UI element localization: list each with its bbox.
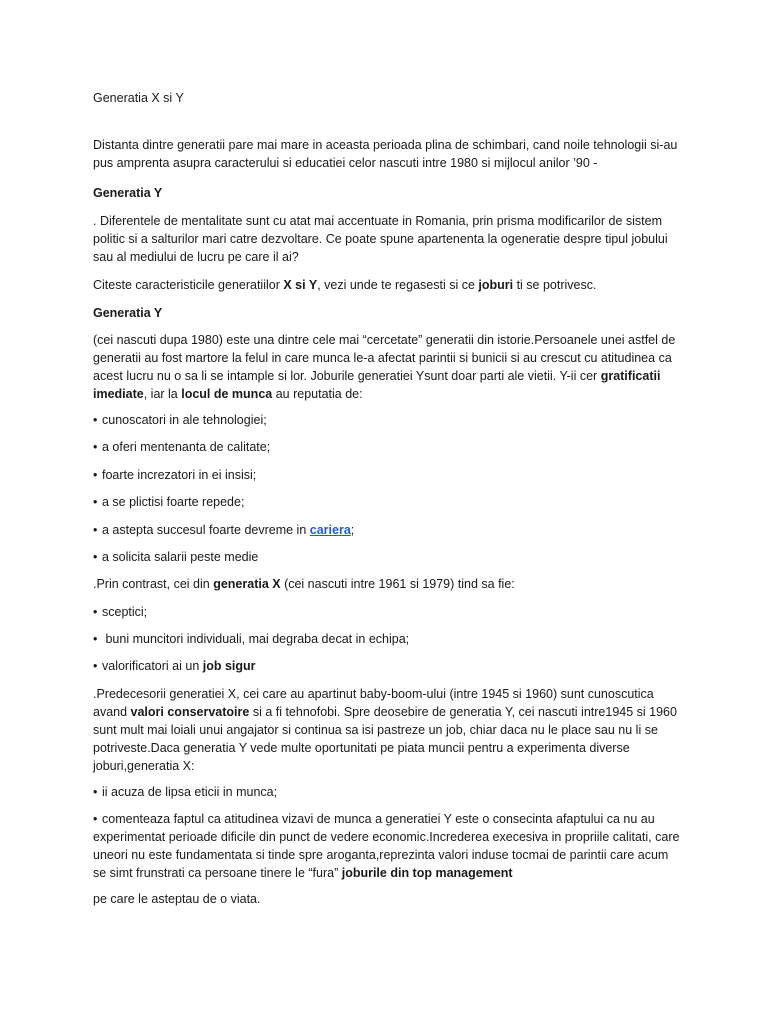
generatia-y-text: (cei nascuti dupa 1980) este una dintre cele mai “cercetate” generatii din istorie.Persoanele unei astfel de generatii au fost martore la felul in care munca le-a afectat parintii si bunicii si au crescut cu atitudinea ca acest lucru nu o sa li se intample si lor. Joburile generatiei Ysunt doar parti ale vietii. Y-ii cer bbox=[93, 333, 676, 383]
list-item: • sceptici; bbox=[93, 603, 683, 621]
mentalitate-paragraph: . Diferentele de mentalitate sunt cu atat mai accentuate in Romania, prin prisma modificarilor de sistem politic si a salturilor mari catre dezvoltare. Ce poate spune apartenenta la ogeneratie despre tipul jobului sau al mediului de lucru pe care il ai? bbox=[93, 214, 668, 264]
gratificatii-text: gratificatii imediate bbox=[93, 369, 661, 401]
citeste-joburi: joburi bbox=[478, 278, 514, 292]
list-item-text: a astepta succesul foarte devreme in bbox=[102, 523, 310, 537]
list-item: • a solicita salarii peste medie bbox=[93, 548, 683, 566]
citeste-text-3: ti se potrivesc. bbox=[513, 278, 597, 292]
generatia-y-paragraph bbox=[93, 331, 683, 403]
contrast-text: .Prin contrast, cei din bbox=[93, 577, 214, 591]
citeste-xy: X si Y bbox=[283, 278, 318, 292]
list-item-cariera bbox=[93, 521, 683, 539]
page-title: Generatia X si Y bbox=[93, 91, 184, 105]
predecesorii-text: .Predecesorii generatiei X, cei care au apartinut baby-boom-ului (intre 1945 si 1960) sunt cunoscutica avand bbox=[93, 687, 654, 719]
list-item-text: ; bbox=[350, 523, 355, 537]
contrast-paragraph bbox=[93, 575, 683, 593]
job-sigur-text: job sigur bbox=[202, 659, 256, 673]
list-item: • a se plictisi foarte repede; bbox=[93, 493, 683, 511]
predecesorii-paragraph bbox=[93, 685, 683, 775]
list-item-job-sigur bbox=[93, 657, 683, 675]
list-item-text: valorificatori ai un bbox=[102, 659, 203, 673]
list-item: • cunoscatori in ale tehnologiei; bbox=[93, 411, 683, 429]
generatia-y-text-2: , iar la bbox=[143, 387, 182, 401]
list-item-text: comenteaza faptul ca atitudinea vizavi de munca a generatiei Y este o consecinta afaptului ca nu au experimentat perioade dificile din punct de vedere economic.Increderea execesiva in propriile calitati, care uneori nu este fundamentata si tinde spre aroganta,reprezinta valori induse tocmai de parintii care acum se simt frunstrati ca persoane tinere le “fura” bbox=[93, 812, 680, 880]
generatia-y-text-3: au reputatia de: bbox=[272, 387, 363, 401]
intro-paragraph: Distanta dintre generatii pare mai mare in aceasta perioada plina de schimbari, cand noile tehnologii si-au pus amprenta asupra caracterului si educatiei celor nascuti intre 1980 si mijlocul anilor ’90 - bbox=[93, 138, 678, 170]
citeste-text-2: , vezi unde te regasesti si ce bbox=[317, 278, 479, 292]
closing-line: pe care le asteptau de o viata. bbox=[93, 892, 261, 906]
predecesorii-text-3: ri,generatia X: bbox=[116, 759, 195, 773]
citeste-paragraph bbox=[93, 276, 683, 294]
predecesorii-text-2: si a fi tehnofobi. Spre deosebire de generatia Y, cei nascuti intre1945 si 1960 sunt mult mai loiali unui angajator si continua sa isi pastreze un job, chiar daca nu le place sau nu li se potriveste.Daca generatia Y vede multe oportunitati pe piata muncii pentru a experimenta diverse jobu bbox=[93, 705, 677, 773]
locul-de-munca-text: locul de munca bbox=[181, 387, 273, 401]
list-item: • ii acuza de lipsa eticii in munca; bbox=[93, 783, 683, 801]
cariera-link[interactable]: cariera bbox=[309, 523, 351, 537]
citeste-text: Citeste caracteristicile generatiilor bbox=[93, 278, 284, 292]
joburile-top-management-text: joburile din top management bbox=[341, 866, 513, 880]
list-item: • buni muncitori individuali, mai degraba decat in echipa; bbox=[93, 630, 683, 648]
heading-generatia-y-2: Generatia Y bbox=[93, 306, 163, 320]
contrast-text-2: (cei nascuti intre 1961 si 1979) tind sa fie: bbox=[280, 577, 515, 591]
heading-generatia-y: Generatia Y bbox=[93, 186, 163, 200]
list-item-comenteaza bbox=[93, 810, 683, 882]
valori-conservatoire-text: valori conservatoire bbox=[130, 705, 250, 719]
list-item: • a oferi mentenanta de calitate; bbox=[93, 438, 683, 456]
list-item: • foarte increzatori in ei insisi; bbox=[93, 466, 683, 484]
generatia-x-text: generatia X bbox=[213, 577, 281, 591]
